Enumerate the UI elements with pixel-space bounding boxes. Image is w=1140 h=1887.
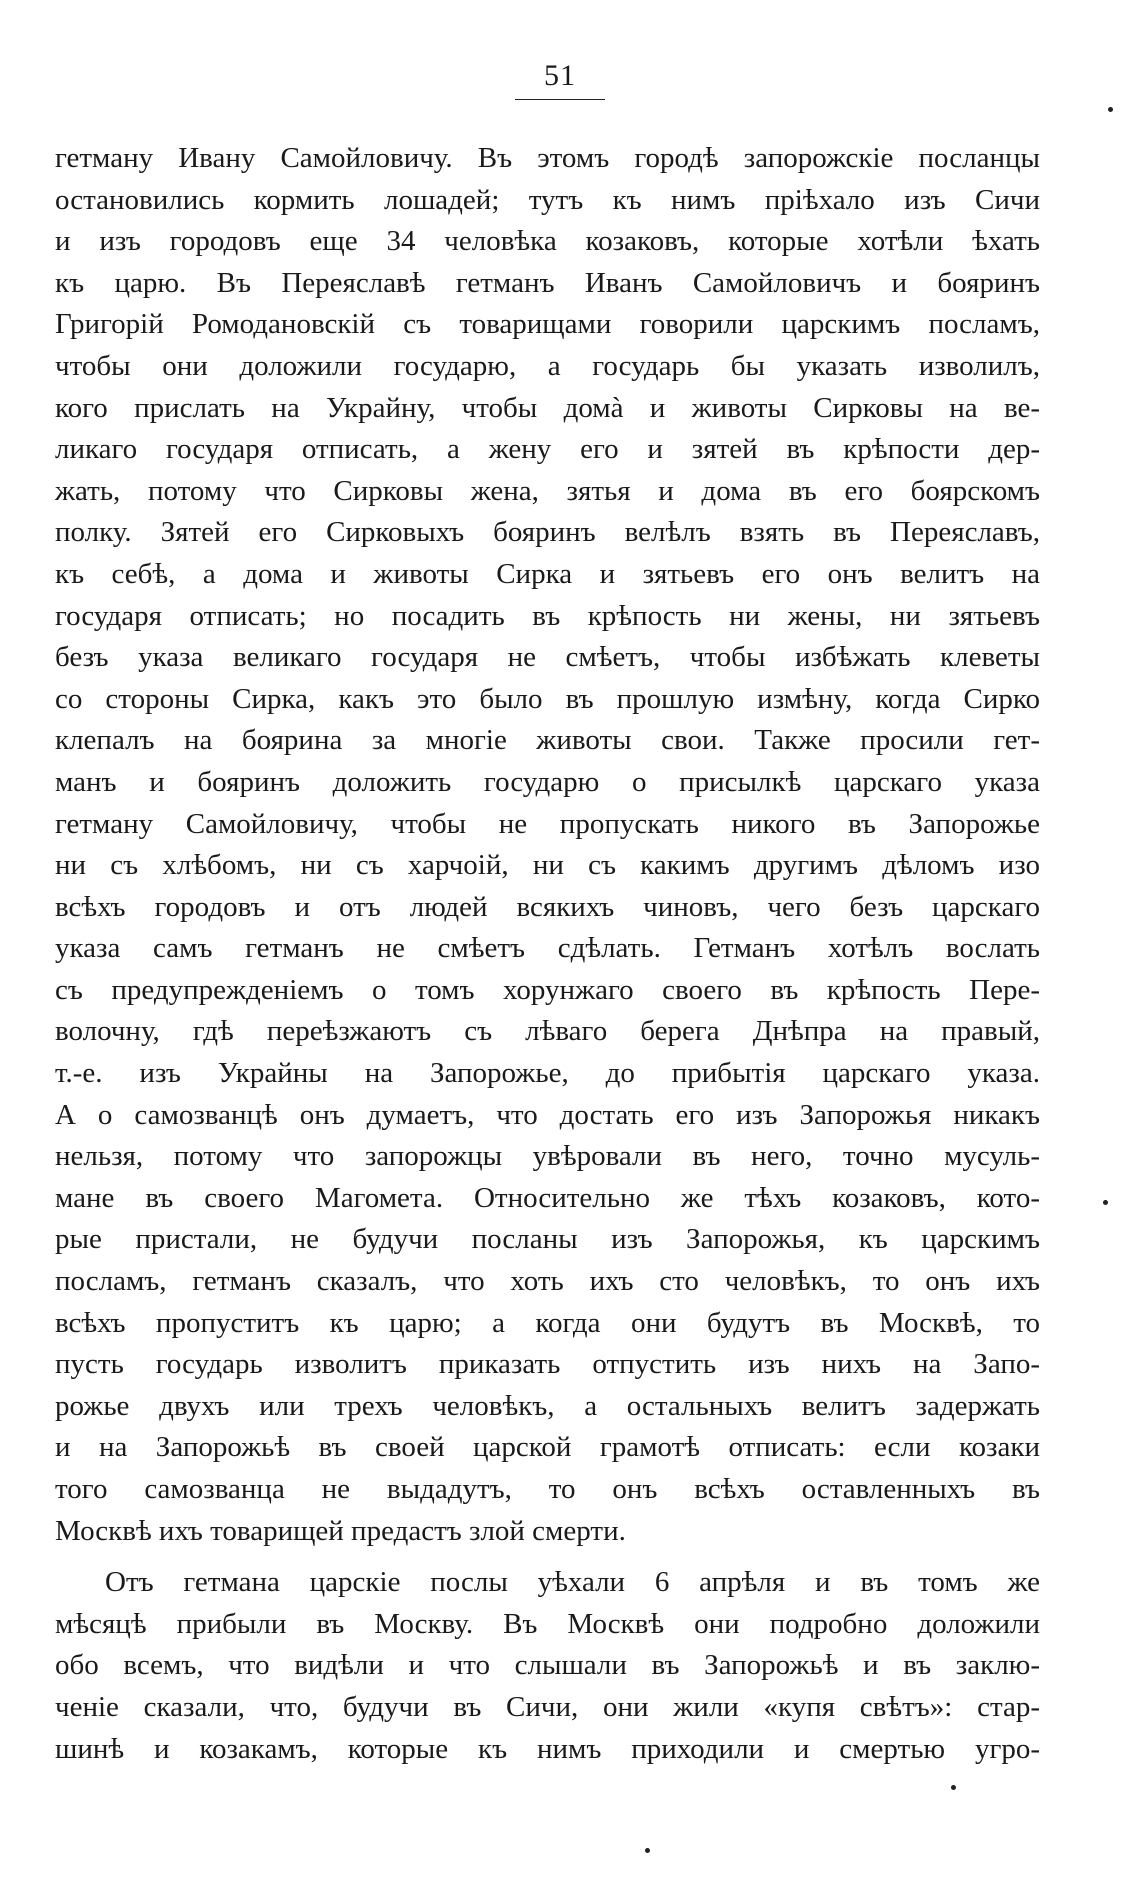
text-line: манъ и бояринъ доложить государю о присылкѣ царскаго указа: [55, 765, 1040, 798]
text-line: рые пристали, не будучи посланы изъ Запорожья, къ царскимъ: [55, 1223, 1040, 1256]
text-line: къ царю. Въ Переяславѣ гетманъ Иванъ Самойловичъ и бояринъ: [55, 266, 1040, 299]
text-line: того самозванца не выдадутъ, то онъ всѣхъ оставленныхъ въ: [55, 1473, 1040, 1505]
text-line: обо всемъ, что видѣли и что слышали въ Запорожьѣ и въ заклю-: [55, 1649, 1040, 1682]
text-line: съ предупрежденіемъ о томъ хорунжаго своего въ крѣпость Пере-: [55, 973, 1040, 1006]
text-line: Отъ гетмана царскіе послы уѣхали 6 апрѣля и въ томъ же: [105, 1566, 1040, 1599]
text-line: ченіе сказали, что, будучи въ Сичи, они жили «купя свѣтъ»: стар-: [55, 1690, 1040, 1723]
text-line: со стороны Сирка, какъ это было въ прошлую измѣну, когда Сирко: [55, 682, 1040, 715]
print-speck: [951, 1785, 956, 1790]
text-line: ликаго государя отписать, а жену его и зятей въ крѣпости дер-: [55, 433, 1040, 466]
text-line: т.-е. изъ Украйны на Запорожье, до прибытія царскаго указа.: [55, 1057, 1040, 1090]
text-line: шинѣ и козакамъ, которые къ нимъ приходили и смертью угро-: [55, 1732, 1040, 1765]
text-line: безъ указа великаго государя не смѣетъ, чтобы избѣжать клеветы: [55, 641, 1040, 674]
page-text: [55, 138, 1040, 1770]
text-line: волочну, гдѣ переѣзжаютъ съ лѣваго берега Днѣпра на правый,: [55, 1015, 1040, 1048]
text-line: клепалъ на боярина за многіе животы свои. Также просили гет-: [55, 724, 1040, 757]
text-line: къ себѣ, а дома и животы Сирка и зятьевъ его онъ велитъ на: [55, 557, 1040, 590]
text-line: указа самъ гетманъ не смѣетъ сдѣлать. Гетманъ хотѣлъ вослать: [55, 932, 1040, 965]
paragraph-gap: [55, 1552, 1040, 1562]
text-line: и на Запорожьѣ въ своей царской грамотѣ отписать: если козаки: [55, 1431, 1040, 1464]
text-line: всѣхъ городовъ и отъ людей всякихъ чиновъ, чего безъ царскаго: [55, 890, 1040, 923]
text-line: рожье двухъ или трехъ человѣкъ, а остальныхъ велитъ задержать: [55, 1389, 1040, 1422]
paragraph: [55, 1562, 1040, 1770]
text-line: мѣсяцѣ прибыли въ Москву. Въ Москвѣ они подробно доложили: [55, 1607, 1040, 1640]
text-line: чтобы они доложили государю, а государь бы указать изволилъ,: [55, 349, 1040, 382]
text-line: жать, потому что Сирковы жена, зятья и дома въ его боярскомъ: [55, 474, 1040, 507]
page-number: 51: [544, 59, 576, 92]
text-line: и изъ городовъ еще 34 человѣка козаковъ, которые хотѣли ѣхать: [55, 225, 1040, 258]
text-line: Григорій Ромодановскій съ товарищами говорили царскимъ посламъ,: [55, 308, 1040, 341]
print-speck: [645, 1848, 650, 1853]
text-line: Москвѣ ихъ товарищей предастъ злой смерти.: [55, 1514, 626, 1547]
text-line: посламъ, гетманъ сказалъ, что хоть ихъ сто человѣкъ, то онъ ихъ: [55, 1265, 1040, 1298]
text-line: пусть государь изволитъ приказать отпустить изъ нихъ на Запо-: [55, 1348, 1040, 1381]
print-speck: [1108, 107, 1113, 112]
text-line: гетману Ивану Самойловичу. Въ этомъ городѣ запорожскіе посланцы: [55, 142, 1040, 174]
text-line: полку. Зятей его Сирковыхъ бояринъ велѣлъ взять въ Переяславъ,: [55, 516, 1040, 549]
page-number-rule: [515, 99, 605, 100]
text-line: кого прислать на Украйну, чтобы домà и животы Сирковы на ве-: [55, 391, 1040, 424]
text-line: всѣхъ пропуститъ къ царю; а когда они будутъ въ Москвѣ, то: [55, 1306, 1040, 1339]
text-line: гетману Самойловичу, чтобы не пропускать никого въ Запорожье: [55, 807, 1040, 840]
text-line: государя отписать; но посадить въ крѣпость ни жены, ни зятьевъ: [55, 599, 1040, 632]
text-line: А о самозванцѣ онъ думаетъ, что достать его изъ Запорожья никакъ: [55, 1098, 1040, 1131]
print-speck: [1103, 1200, 1108, 1205]
text-line: нельзя, потому что запорожцы увѣровали въ него, точно мусуль-: [55, 1140, 1040, 1173]
text-line: остановились кормить лошадей; тутъ къ нимъ пріѣхало изъ Сичи: [55, 183, 1040, 216]
text-line: ни съ хлѣбомъ, ни съ харчоій, ни съ какимъ другимъ дѣломъ изо: [55, 849, 1040, 882]
text-line: мане въ своего Магомета. Относительно же тѣхъ козаковъ, кото-: [55, 1181, 1040, 1214]
paragraph: [55, 138, 1040, 1552]
